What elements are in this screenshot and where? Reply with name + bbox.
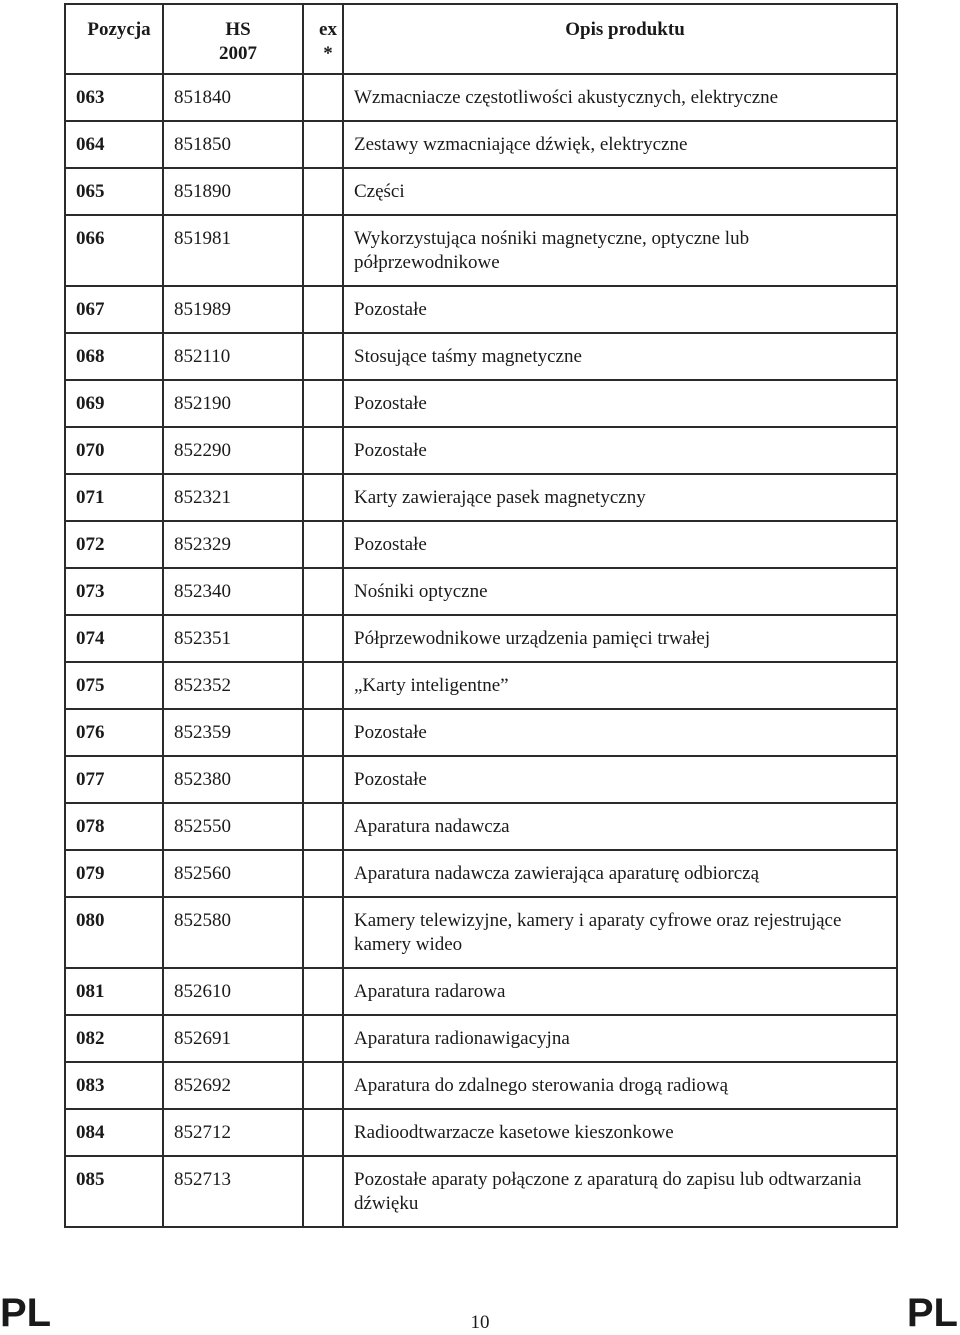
ex-cell xyxy=(303,121,343,168)
ex-cell xyxy=(303,897,343,968)
ex-cell xyxy=(303,1156,343,1227)
description-cell: Nośniki optyczne xyxy=(343,568,897,615)
table-row xyxy=(65,968,897,1015)
table-header-row xyxy=(65,4,897,74)
product-table xyxy=(64,3,898,1228)
hs-code-cell: 852380 xyxy=(163,756,303,803)
header-ex xyxy=(303,4,343,74)
position-cell: 070 xyxy=(65,427,163,474)
position-cell: 083 xyxy=(65,1062,163,1109)
ex-cell xyxy=(303,968,343,1015)
description-cell: Aparatura radarowa xyxy=(343,968,897,1015)
ex-cell xyxy=(303,474,343,521)
hs-code-cell: 852560 xyxy=(163,850,303,897)
hs-code-cell: 851981 xyxy=(163,215,303,286)
hs-code-cell: 852610 xyxy=(163,968,303,1015)
description-cell: Pozostałe xyxy=(343,709,897,756)
table-row xyxy=(65,333,897,380)
description-cell: Pozostałe xyxy=(343,427,897,474)
table-row xyxy=(65,568,897,615)
hs-code-cell: 851850 xyxy=(163,121,303,168)
description-cell: Karty zawierające pasek magnetyczny xyxy=(343,474,897,521)
table-row xyxy=(65,850,897,897)
table-row xyxy=(65,803,897,850)
hs-code-cell: 852321 xyxy=(163,474,303,521)
ex-cell xyxy=(303,709,343,756)
table-row xyxy=(65,756,897,803)
position-cell: 075 xyxy=(65,662,163,709)
page-number: 10 xyxy=(470,1312,490,1333)
description-cell: „Karty inteligentne” xyxy=(343,662,897,709)
position-cell: 071 xyxy=(65,474,163,521)
position-cell: 068 xyxy=(65,333,163,380)
position-cell: 066 xyxy=(65,215,163,286)
ex-cell xyxy=(303,215,343,286)
ex-cell xyxy=(303,662,343,709)
hs-code-cell: 852580 xyxy=(163,897,303,968)
hs-code-cell: 851890 xyxy=(163,168,303,215)
hs-code-cell: 852550 xyxy=(163,803,303,850)
ex-cell xyxy=(303,803,343,850)
table-row xyxy=(65,380,897,427)
description-cell: Zestawy wzmacniające dźwięk, elektryczne xyxy=(343,121,897,168)
description-cell: Pozostałe xyxy=(343,286,897,333)
ex-cell xyxy=(303,380,343,427)
description-cell: Pozostałe xyxy=(343,521,897,568)
hs-code-cell: 852713 xyxy=(163,1156,303,1227)
ex-cell xyxy=(303,1062,343,1109)
ex-cell xyxy=(303,850,343,897)
position-cell: 076 xyxy=(65,709,163,756)
header-ex-label: ex * xyxy=(319,19,337,64)
table-row xyxy=(65,474,897,521)
hs-code-cell: 852352 xyxy=(163,662,303,709)
ex-cell xyxy=(303,615,343,662)
position-cell: 080 xyxy=(65,897,163,968)
table-row xyxy=(65,1109,897,1156)
description-cell: Wykorzystująca nośniki magnetyczne, optyczne lub półprzewodnikowe xyxy=(343,215,897,286)
position-cell: 085 xyxy=(65,1156,163,1227)
hs-code-cell: 852351 xyxy=(163,615,303,662)
hs-code-cell: 852340 xyxy=(163,568,303,615)
hs-code-cell: 852692 xyxy=(163,1062,303,1109)
description-cell: Pozostałe aparaty połączone z aparaturą do zapisu lub odtwarzania dźwięku xyxy=(343,1156,897,1227)
position-cell: 069 xyxy=(65,380,163,427)
ex-cell xyxy=(303,74,343,121)
ex-cell xyxy=(303,521,343,568)
table-row xyxy=(65,1062,897,1109)
position-cell: 065 xyxy=(65,168,163,215)
footer-language-left: PL xyxy=(0,1291,52,1335)
hs-code-cell: 852290 xyxy=(163,427,303,474)
header-hs-2007 xyxy=(163,4,303,74)
table-row xyxy=(65,521,897,568)
table-row xyxy=(65,74,897,121)
hs-code-cell: 852712 xyxy=(163,1109,303,1156)
hs-code-cell: 852110 xyxy=(163,333,303,380)
table-body xyxy=(65,74,897,1227)
table-row xyxy=(65,215,897,286)
ex-cell xyxy=(303,1015,343,1062)
position-cell: 064 xyxy=(65,121,163,168)
description-cell: Części xyxy=(343,168,897,215)
description-cell: Aparatura radionawigacyjna xyxy=(343,1015,897,1062)
hs-code-cell: 851989 xyxy=(163,286,303,333)
description-cell: Kamery telewizyjne, kamery i aparaty cyfrowe oraz rejestrujące kamery wideo xyxy=(343,897,897,968)
ex-cell xyxy=(303,1109,343,1156)
hs-code-cell: 852691 xyxy=(163,1015,303,1062)
ex-cell xyxy=(303,568,343,615)
position-cell: 082 xyxy=(65,1015,163,1062)
position-cell: 081 xyxy=(65,968,163,1015)
header-hs-label: HS 2007 xyxy=(219,19,257,64)
hs-code-cell: 852359 xyxy=(163,709,303,756)
description-cell: Stosujące taśmy magnetyczne xyxy=(343,333,897,380)
table-row xyxy=(65,615,897,662)
description-cell: Radioodtwarzacze kasetowe kieszonkowe xyxy=(343,1109,897,1156)
table-row xyxy=(65,1015,897,1062)
position-cell: 067 xyxy=(65,286,163,333)
position-cell: 073 xyxy=(65,568,163,615)
position-cell: 077 xyxy=(65,756,163,803)
hs-code-cell: 851840 xyxy=(163,74,303,121)
ex-cell xyxy=(303,427,343,474)
description-cell: Aparatura nadawcza zawierająca aparaturę odbiorczą xyxy=(343,850,897,897)
description-cell: Pozostałe xyxy=(343,756,897,803)
description-cell: Aparatura do zdalnego sterowania drogą radiową xyxy=(343,1062,897,1109)
position-cell: 078 xyxy=(65,803,163,850)
description-cell: Półprzewodnikowe urządzenia pamięci trwałej xyxy=(343,615,897,662)
table-row xyxy=(65,709,897,756)
position-cell: 084 xyxy=(65,1109,163,1156)
position-cell: 079 xyxy=(65,850,163,897)
ex-cell xyxy=(303,333,343,380)
table-row xyxy=(65,427,897,474)
ex-cell xyxy=(303,756,343,803)
ex-cell xyxy=(303,286,343,333)
header-description: Opis produktu xyxy=(343,4,897,74)
description-cell: Pozostałe xyxy=(343,380,897,427)
table-row xyxy=(65,662,897,709)
table-row xyxy=(65,286,897,333)
ex-cell xyxy=(303,168,343,215)
hs-code-cell: 852190 xyxy=(163,380,303,427)
position-cell: 072 xyxy=(65,521,163,568)
hs-code-cell: 852329 xyxy=(163,521,303,568)
description-cell: Wzmacniacze częstotliwości akustycznych, elektryczne xyxy=(343,74,897,121)
position-cell: 063 xyxy=(65,74,163,121)
table-row xyxy=(65,168,897,215)
description-cell: Aparatura nadawcza xyxy=(343,803,897,850)
table-row xyxy=(65,121,897,168)
table-row xyxy=(65,897,897,968)
footer-language-right: PL xyxy=(906,1291,958,1335)
position-cell: 074 xyxy=(65,615,163,662)
header-position: Pozycja xyxy=(65,4,163,74)
table-row xyxy=(65,1156,897,1227)
